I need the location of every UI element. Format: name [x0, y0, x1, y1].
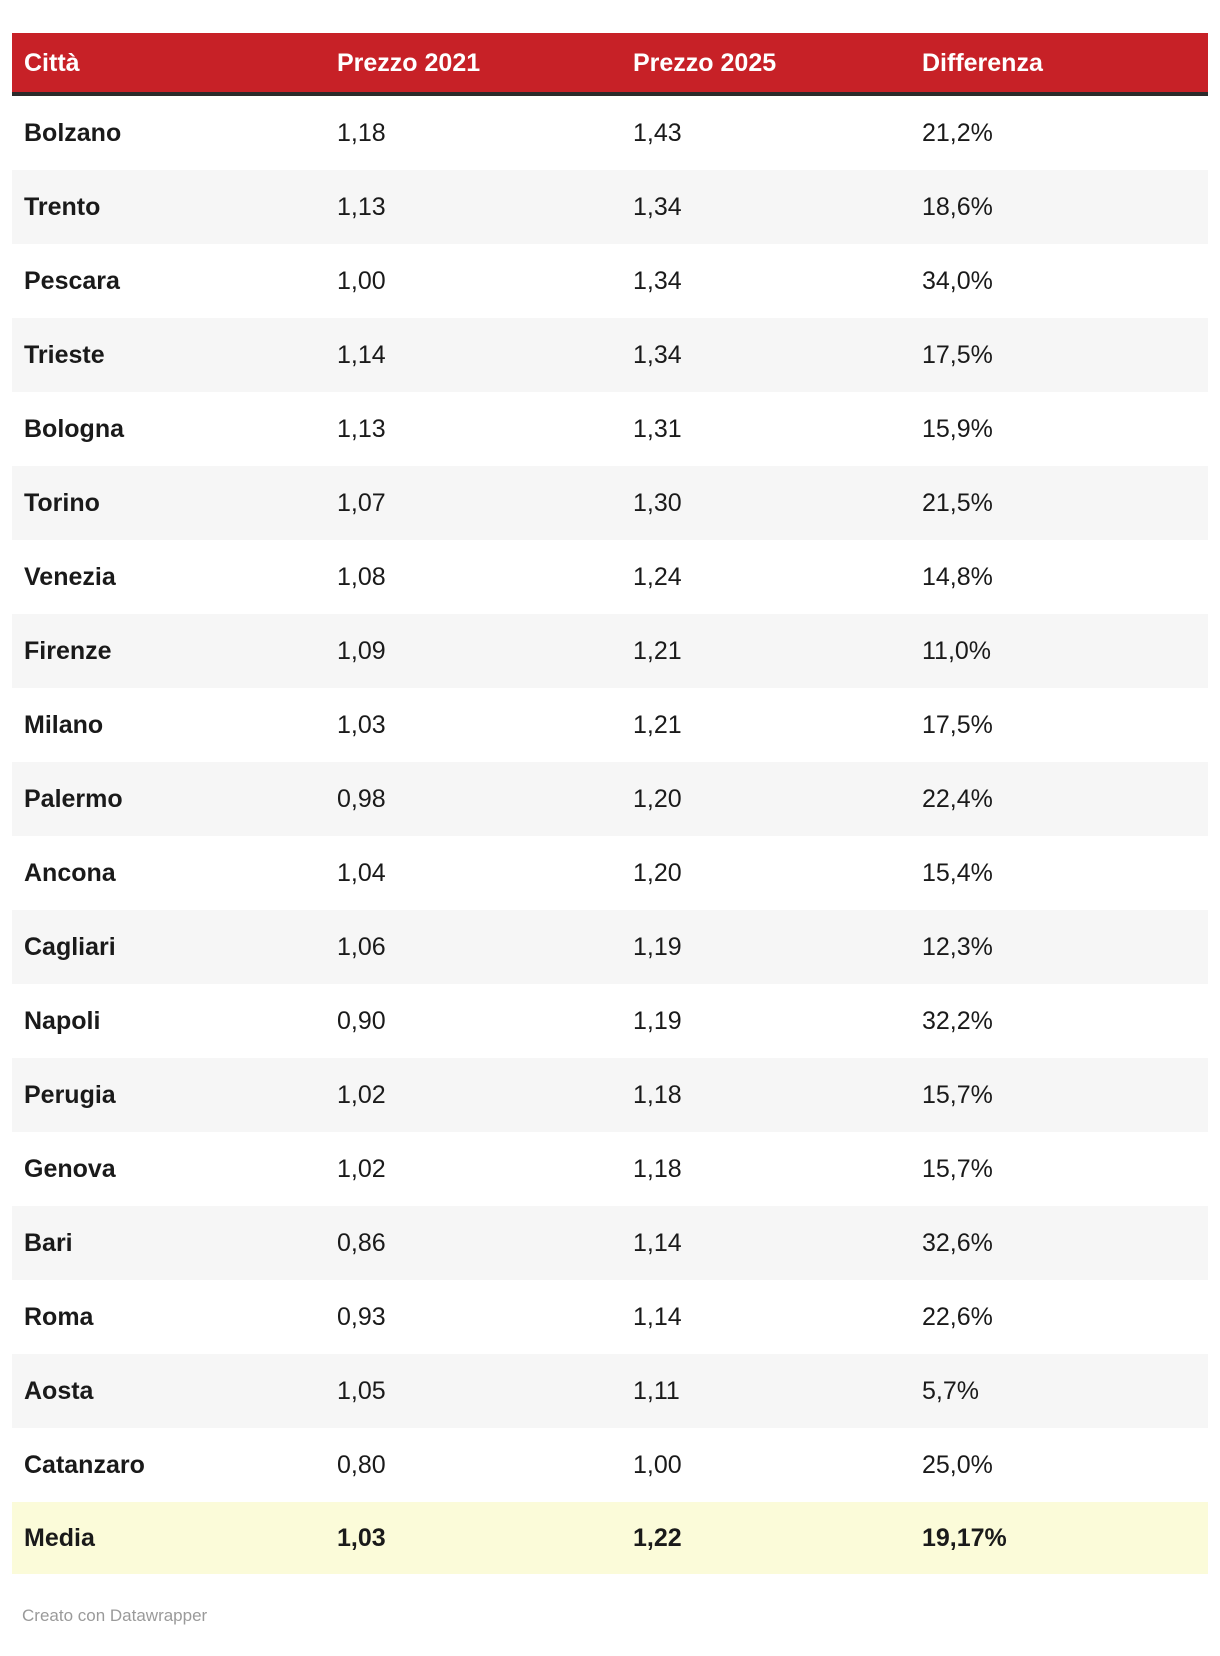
price-2025-cell: 1,19	[633, 1007, 682, 1035]
price-2025-cell: 1,19	[633, 933, 682, 961]
price-2025-cell: 1,21	[633, 637, 682, 665]
price-2021-cell: 1,09	[337, 637, 386, 665]
price-2025-cell: 1,34	[633, 267, 682, 295]
city-cell: Media	[24, 1524, 95, 1552]
table-row	[12, 614, 1208, 688]
difference-cell: 32,2%	[922, 1007, 993, 1035]
city-cell: Catanzaro	[24, 1451, 145, 1479]
price-2025-cell: 1,20	[633, 859, 682, 887]
price-2025-cell: 1,30	[633, 489, 682, 517]
price-2021-cell: 1,06	[337, 933, 386, 961]
price-2021-cell: 0,93	[337, 1303, 386, 1331]
table-row	[12, 836, 1208, 910]
price-2025-cell: 1,18	[633, 1081, 682, 1109]
column-header-prezzo-2025: Prezzo 2025	[633, 48, 777, 77]
table-row	[12, 318, 1208, 392]
price-2021-cell: 1,05	[337, 1377, 386, 1405]
difference-cell: 22,6%	[922, 1303, 993, 1331]
table-row	[12, 466, 1208, 540]
price-2021-cell: 1,03	[337, 1524, 386, 1552]
difference-cell: 15,7%	[922, 1081, 993, 1109]
table-row	[12, 762, 1208, 836]
difference-cell: 12,3%	[922, 933, 993, 961]
price-2025-cell: 1,34	[633, 341, 682, 369]
difference-cell: 15,7%	[922, 1155, 993, 1183]
price-2021-cell: 0,98	[337, 785, 386, 813]
difference-cell: 15,9%	[922, 415, 993, 443]
city-cell: Cagliari	[24, 933, 116, 961]
difference-cell: 21,2%	[922, 119, 993, 147]
price-2021-cell: 1,03	[337, 711, 386, 739]
price-2025-cell: 1,14	[633, 1229, 682, 1257]
price-2025-cell: 1,24	[633, 563, 682, 591]
city-cell: Roma	[24, 1303, 94, 1331]
difference-cell: 14,8%	[922, 563, 993, 591]
column-header-differenza: Differenza	[922, 48, 1043, 77]
price-2021-cell: 1,08	[337, 563, 386, 591]
price-table	[12, 33, 1208, 1574]
difference-cell: 17,5%	[922, 711, 993, 739]
column-header-citta: Città	[24, 48, 80, 77]
summary-row-media	[12, 1502, 1208, 1574]
price-2021-cell: 1,18	[337, 119, 386, 147]
difference-cell: 11,0%	[922, 637, 992, 665]
city-cell: Venezia	[24, 563, 116, 591]
price-2021-cell: 1,07	[337, 489, 386, 517]
table-row	[12, 1354, 1208, 1428]
price-2025-cell: 1,11	[633, 1377, 680, 1405]
city-cell: Palermo	[24, 785, 123, 813]
price-2021-cell: 1,02	[337, 1155, 386, 1183]
price-2021-cell: 0,80	[337, 1451, 386, 1479]
price-2025-cell: 1,14	[633, 1303, 682, 1331]
city-cell: Trento	[24, 193, 101, 221]
price-2021-cell: 0,90	[337, 1007, 386, 1035]
city-cell: Ancona	[24, 859, 116, 887]
difference-cell: 19,17%	[922, 1524, 1007, 1552]
table-header-row	[12, 33, 1208, 96]
price-2021-cell: 1,13	[337, 415, 386, 443]
difference-cell: 17,5%	[922, 341, 993, 369]
table-row	[12, 984, 1208, 1058]
table-row	[12, 1280, 1208, 1354]
table-row	[12, 1058, 1208, 1132]
table-row	[12, 540, 1208, 614]
difference-cell: 22,4%	[922, 785, 993, 813]
table-row	[12, 96, 1208, 170]
difference-cell: 18,6%	[922, 193, 993, 221]
difference-cell: 32,6%	[922, 1229, 993, 1257]
difference-cell: 5,7%	[922, 1377, 979, 1405]
table-body	[12, 96, 1208, 1502]
price-2025-cell: 1,00	[633, 1451, 682, 1479]
price-2025-cell: 1,22	[633, 1524, 682, 1552]
table-row	[12, 688, 1208, 762]
price-2025-cell: 1,34	[633, 193, 682, 221]
table-row	[12, 1132, 1208, 1206]
difference-cell: 15,4%	[922, 859, 993, 887]
city-cell: Bolzano	[24, 119, 122, 147]
difference-cell: 34,0%	[922, 267, 993, 295]
column-header-prezzo-2021: Prezzo 2021	[337, 48, 481, 77]
city-cell: Bologna	[24, 415, 124, 443]
price-2021-cell: 1,04	[337, 859, 386, 887]
price-2021-cell: 1,14	[337, 341, 386, 369]
difference-cell: 21,5%	[922, 489, 993, 517]
difference-cell: 25,0%	[922, 1451, 993, 1479]
price-2021-cell: 1,02	[337, 1081, 386, 1109]
table-row	[12, 1428, 1208, 1502]
city-cell: Firenze	[24, 637, 112, 665]
price-2025-cell: 1,31	[633, 415, 682, 443]
city-cell: Napoli	[24, 1007, 101, 1035]
city-cell: Aosta	[24, 1377, 94, 1405]
city-cell: Pescara	[24, 267, 120, 295]
table-row	[12, 1206, 1208, 1280]
city-cell: Bari	[24, 1229, 73, 1257]
city-cell: Torino	[24, 489, 100, 517]
city-cell: Trieste	[24, 341, 105, 369]
city-cell: Perugia	[24, 1081, 116, 1109]
table-row	[12, 910, 1208, 984]
city-cell: Milano	[24, 711, 104, 739]
table-row	[12, 392, 1208, 466]
price-2021-cell: 1,00	[337, 267, 386, 295]
price-2021-cell: 0,86	[337, 1229, 386, 1257]
price-2025-cell: 1,21	[633, 711, 682, 739]
city-cell: Genova	[24, 1155, 116, 1183]
price-2025-cell: 1,20	[633, 785, 682, 813]
table-row	[12, 170, 1208, 244]
price-2021-cell: 1,13	[337, 193, 386, 221]
table-row	[12, 244, 1208, 318]
datawrapper-credit: Creato con Datawrapper	[22, 1606, 208, 1625]
price-2025-cell: 1,18	[633, 1155, 682, 1183]
price-2025-cell: 1,43	[633, 119, 682, 147]
